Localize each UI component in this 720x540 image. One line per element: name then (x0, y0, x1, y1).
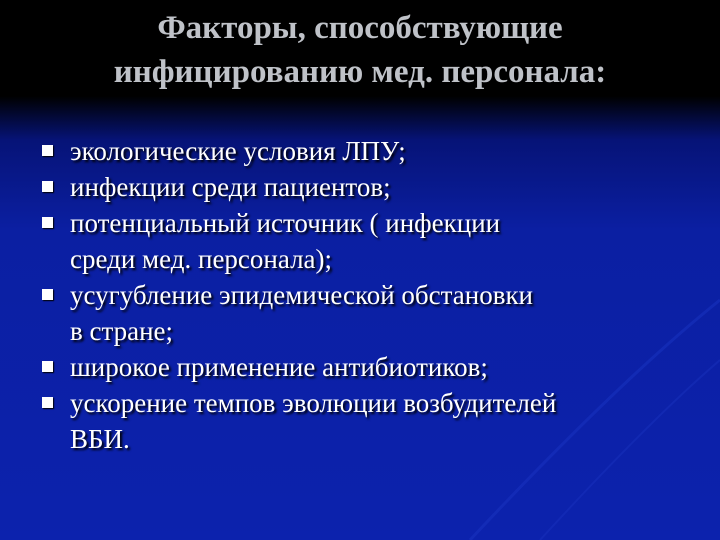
bullet-text-continued: ВБИ. (70, 424, 130, 454)
title-line-2: инфицированию мед. персонала: (113, 54, 607, 90)
square-bullet-icon (42, 217, 53, 228)
title-line-1: Факторы, способствующие (157, 10, 563, 46)
square-bullet-icon (42, 397, 53, 408)
bullet-text: широкое применение антибиотиков; (70, 352, 488, 382)
bullet-item (42, 133, 712, 169)
bullet-text: экологические условия ЛПУ; (70, 136, 406, 166)
bullet-text: потенциальный источник ( инфекции (70, 208, 501, 238)
bullet-text-continued: в стране; (70, 316, 174, 346)
square-bullet-icon (42, 289, 53, 300)
bullet-item (42, 385, 712, 457)
slide-title (0, 6, 720, 94)
bullet-item (42, 349, 712, 385)
bullet-text-continued: среди мед. персонала); (70, 244, 333, 274)
bullet-item (42, 205, 712, 277)
bullet-item (42, 169, 712, 205)
square-bullet-icon (42, 361, 53, 372)
bullet-text: усугубление эпидемической обстановки (70, 280, 534, 310)
bullet-text: ускорение темпов эволюции возбудителей (70, 388, 557, 418)
square-bullet-icon (42, 145, 53, 156)
bullet-list (42, 133, 712, 457)
square-bullet-icon (42, 181, 53, 192)
bullet-item (42, 277, 712, 349)
bullet-text: инфекции среди пациентов; (70, 172, 391, 202)
